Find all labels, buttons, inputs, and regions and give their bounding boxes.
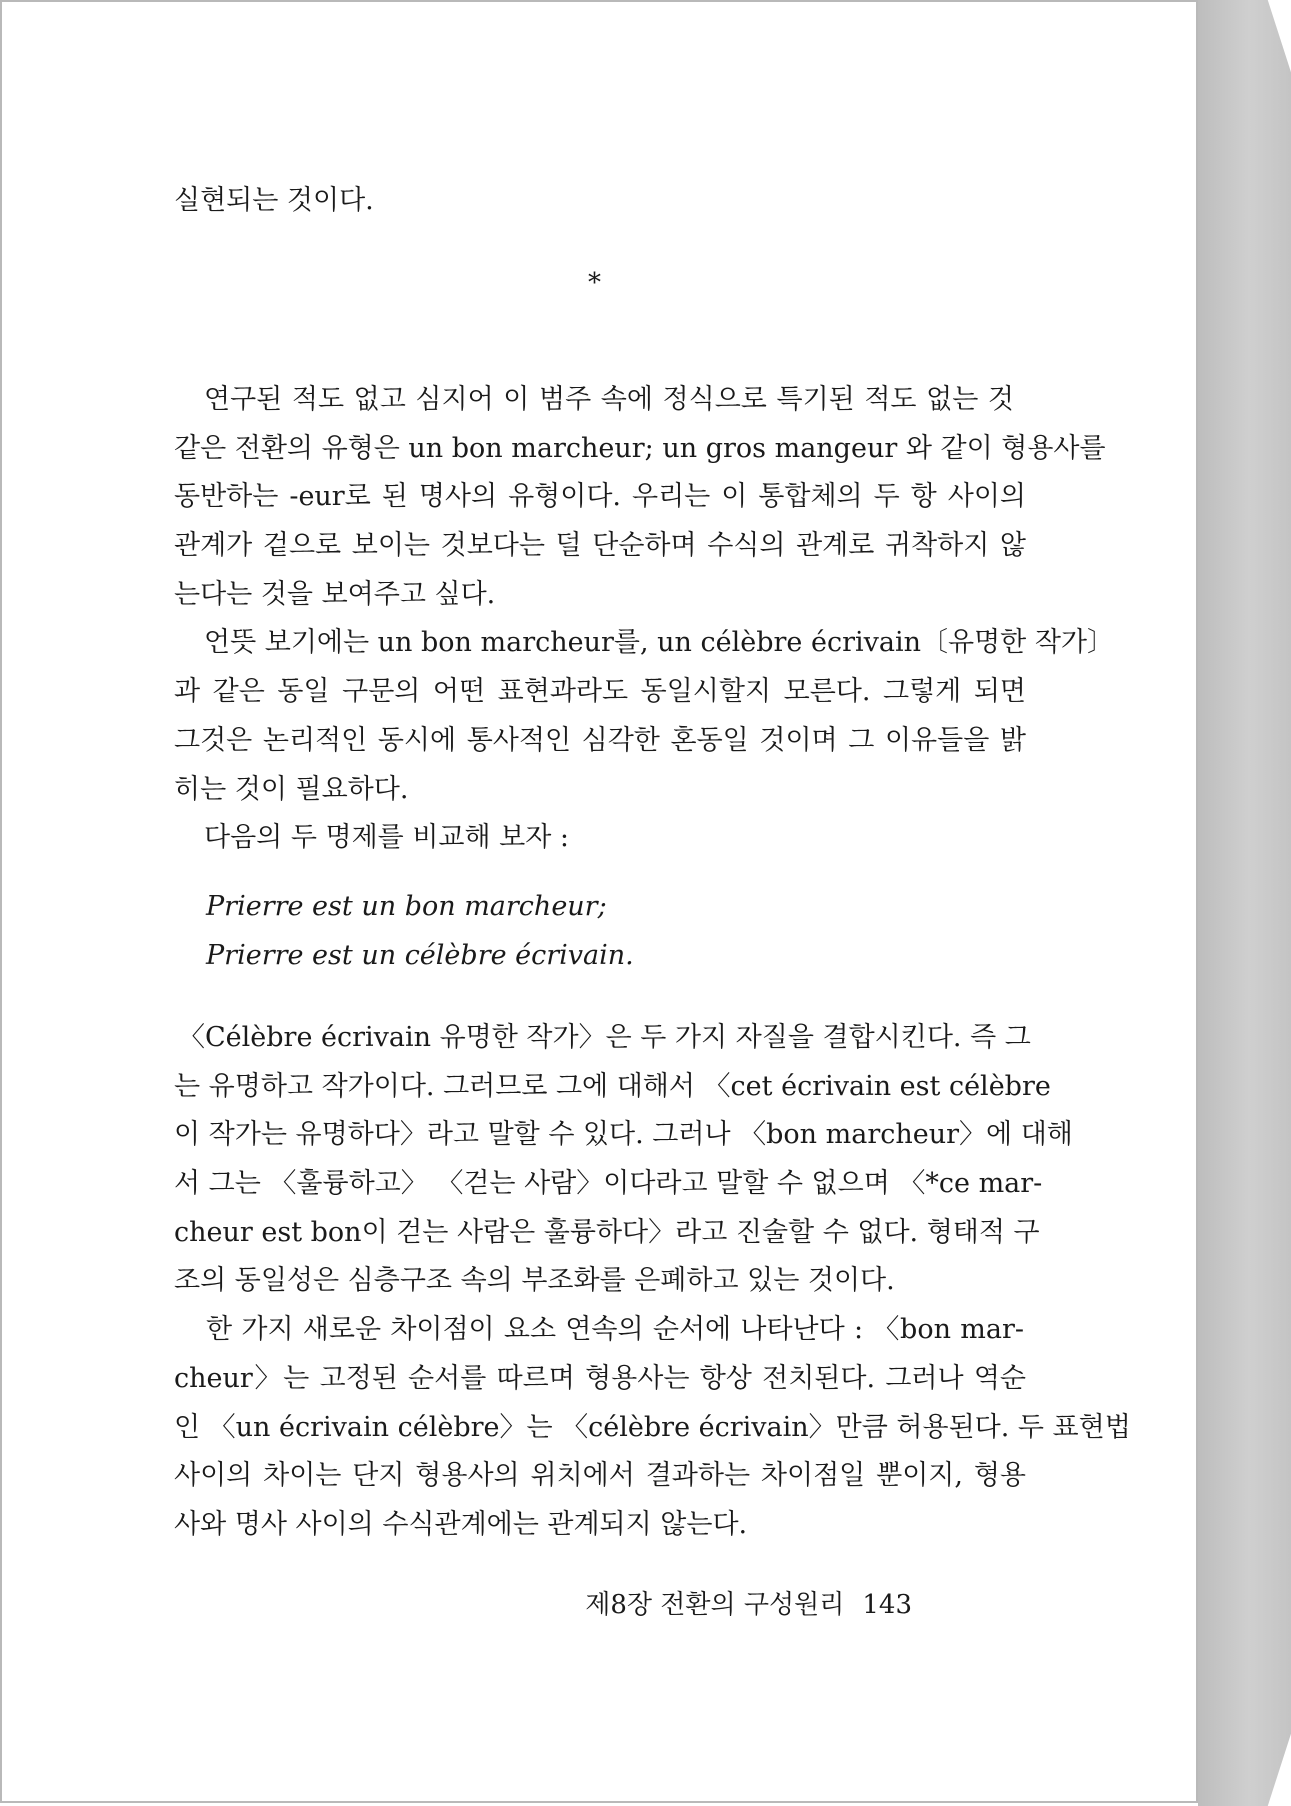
text-line-9: 그것은 논리적인 동시에 통사적인 심각한 혼동일 것이며 그 이유들을 밝 [174, 725, 1026, 756]
text-line-2: 연구된 적도 없고 심지어 이 범주 속에 정식으로 특기된 적도 없는 것 [204, 384, 1014, 415]
text-line-16: 이 작가는 유명하다〉라고 말할 수 있다. 그러나 〈bon marcheur〉에 대해 [174, 1119, 1073, 1150]
text-line-3: 같은 전환의 유형은 un bon marcheur; un gros mangeur 와 같이 형용사를 [174, 433, 1106, 464]
page-number: 143 [862, 1590, 912, 1620]
text-line-17: 서 그는 〈훌륭하고〉 〈걷는 사람〉이다라고 말할 수 없으며 〈*ce mar- [174, 1168, 1043, 1199]
text-line-5: 관계가 겉으로 보이는 것보다는 덜 단순하며 수식의 관계로 귀착하지 않 [174, 530, 1026, 561]
text-line-21: cheur〉는 고정된 순서를 따르며 형용사는 항상 전치된다. 그러나 역순 [174, 1363, 1026, 1394]
text-line-24: 사와 명사 사이의 수식관계에는 관계되지 않는다. [174, 1509, 748, 1540]
text-line-19: 조의 동일성은 심층구조 속의 부조화를 은폐하고 있는 것이다. [174, 1265, 895, 1296]
text-line-4: 동반하는 -eur로 된 명사의 유형이다. 우리는 이 통합체의 두 항 사이의 [174, 481, 1026, 512]
text-line-7: 언뜻 보기에는 un bon marcheur를, un célèbre écrivain〔유명한 작가〕 [204, 627, 1115, 658]
text-line-22: 인 〈un écrivain célèbre〉는 〈célèbre écrivain〉만큼 허용된다. 두 표현법 [174, 1412, 1131, 1443]
text-line-8: 과 같은 동일 구문의 어떤 표현과라도 동일시할지 모른다. 그렇게 되면 [174, 676, 1026, 707]
text-line-6: 는다는 것을 보여주고 싶다. [174, 579, 496, 610]
text-line-20: 한 가지 새로운 차이점이 요소 연속의 순서에 나타난다 : 〈bon mar- [206, 1314, 1024, 1345]
book-edge [1198, 0, 1291, 1806]
chapter-title: 제8장 전환의 구성원리 [585, 1590, 845, 1620]
text-line-14: 〈Célèbre écrivain 유명한 작가〉은 두 가지 자질을 결합시킨다. 즉 그 [178, 1022, 1031, 1053]
section-separator: * [588, 268, 601, 298]
example-sentence-2: Prierre est un célèbre écrivain. [206, 940, 634, 971]
text-line-11: 다음의 두 명제를 비교해 보자 : [204, 822, 569, 853]
text-line-10: 히는 것이 필요하다. [174, 774, 409, 805]
text-line-18: cheur est bon이 걷는 사람은 훌륭하다〉라고 진술할 수 없다. 형태적 구 [174, 1217, 1040, 1248]
running-footer [585, 1584, 912, 1621]
text-line-1: 실현되는 것이다. [174, 185, 374, 216]
text-line-23: 사이의 차이는 단지 형용사의 위치에서 결과하는 차이점일 뿐이지, 형용 [174, 1460, 1026, 1491]
example-sentence-1: Prierre est un bon marcheur; [206, 891, 607, 922]
text-line-15: 는 유명하고 작가이다. 그러므로 그에 대해서 〈cet écrivain est célèbre [174, 1071, 1051, 1102]
